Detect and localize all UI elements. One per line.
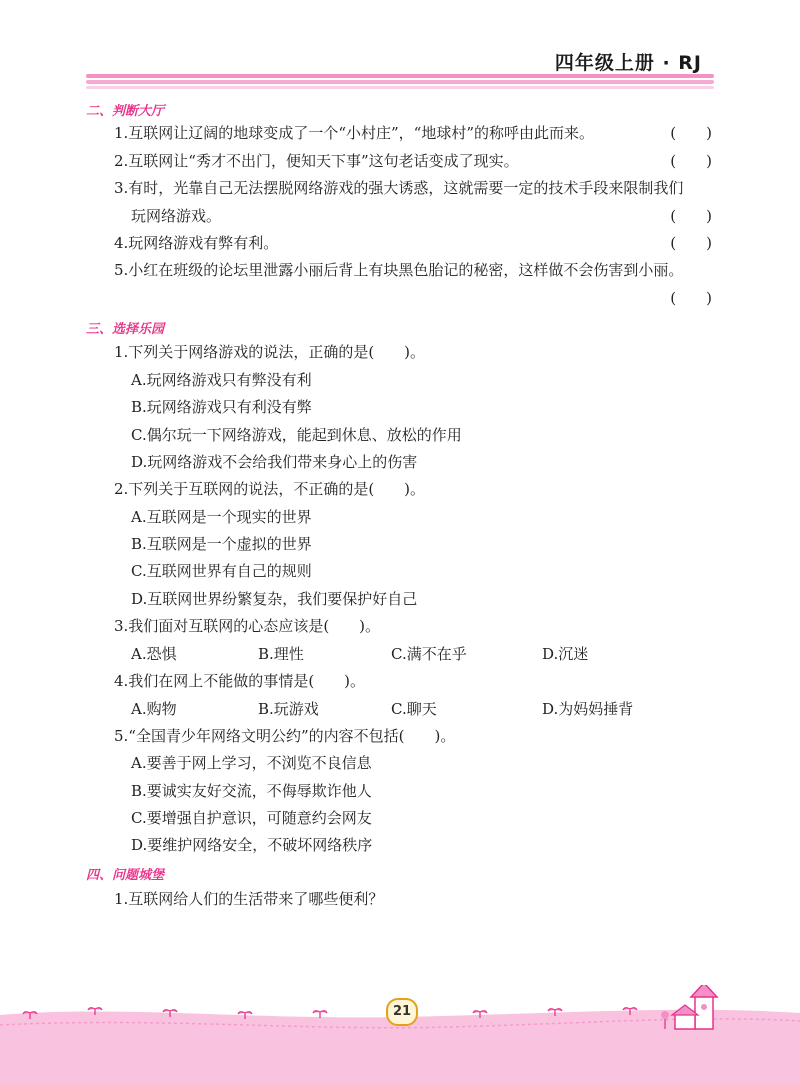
- choice-q3-stem: 3.我们面对互联网的心态应该是( )。: [114, 617, 381, 635]
- choice-q3-option-c[interactable]: C.满不在乎: [391, 645, 467, 663]
- section-title-judge: 二、判断大厅: [86, 104, 165, 119]
- judge-answer-blank-1[interactable]: ( ): [670, 124, 712, 142]
- choice-q1-option-b[interactable]: B.玩网络游戏只有利没有弊: [131, 398, 312, 416]
- choice-q5-option-a[interactable]: A.要善于网上学习，不浏览不良信息: [131, 754, 372, 772]
- judge-item-4: 4.玩网络游戏有弊有利。: [114, 234, 279, 252]
- choice-q4-option-a[interactable]: A.购物: [131, 700, 177, 718]
- choice-q1-option-a[interactable]: A.玩网络游戏只有弊没有利: [131, 371, 312, 389]
- choice-q5-option-b[interactable]: B.要诚实友好交流，不侮辱欺诈他人: [131, 782, 372, 800]
- choice-q3-option-d[interactable]: D.沉迷: [542, 645, 589, 663]
- choice-q3-option-b[interactable]: B.理性: [258, 645, 304, 663]
- choice-q4-option-c[interactable]: C.聊天: [391, 700, 437, 718]
- choice-q5-stem: 5.“全国青少年网络文明公约”的内容不包括( )。: [114, 727, 456, 745]
- choice-q5-option-c[interactable]: C.要增强自护意识，可随意约会网友: [131, 809, 372, 827]
- choice-q2-option-a[interactable]: A.互联网是一个现实的世界: [131, 508, 312, 526]
- judge-item-1: 1.互联网让辽阔的地球变成了一个“小村庄”，“地球村”的称呼由此而来。: [114, 124, 594, 142]
- section-title-questions: 四、问题城堡: [86, 868, 165, 883]
- choice-q1-stem: 1.下列关于网络游戏的说法，正确的是( )。: [114, 343, 426, 361]
- judge-answer-blank-3[interactable]: ( ): [670, 207, 712, 225]
- choice-q5-option-d[interactable]: D.要维护网络安全，不破坏网络秩序: [131, 836, 373, 854]
- page-header-title: 四年级上册 · RJ: [554, 52, 702, 74]
- choice-q2-option-b[interactable]: B.互联网是一个虚拟的世界: [131, 535, 312, 553]
- choice-q2-stem: 2.下列关于互联网的说法，不正确的是( )。: [114, 480, 426, 498]
- judge-item-2: 2.互联网让“秀才不出门，便知天下事”这句老话变成了现实。: [114, 152, 519, 170]
- section-title-choice: 三、选择乐园: [86, 322, 165, 337]
- choice-q4-option-d[interactable]: D.为妈妈捶背: [542, 700, 634, 718]
- page-number-badge: 21: [386, 998, 418, 1026]
- judge-item-3-continued: 玩网络游戏。: [131, 207, 222, 225]
- choice-q2-option-c[interactable]: C.互联网世界有自己的规则: [131, 562, 312, 580]
- choice-q1-option-d[interactable]: D.玩网络游戏不会给我们带来身心上的伤害: [131, 453, 418, 471]
- choice-q2-option-d[interactable]: D.互联网世界纷繁复杂，我们要保护好自己: [131, 590, 418, 608]
- judge-answer-blank-5[interactable]: ( ): [670, 289, 712, 307]
- choice-q4-option-b[interactable]: B.玩游戏: [258, 700, 319, 718]
- choice-q1-option-c[interactable]: C.偶尔玩一下网络游戏，能起到休息、放松的作用: [131, 426, 462, 444]
- judge-item-3: 3.有时，光靠自己无法摆脱网络游戏的强大诱惑，这就需要一定的技术手段来限制我们: [114, 179, 684, 197]
- choice-q4-stem: 4.我们在网上不能做的事情是( )。: [114, 672, 366, 690]
- judge-item-5: 5.小红在班级的论坛里泄露小丽后背上有块黑色胎记的秘密，这样做不会伤害到小丽。: [114, 261, 684, 279]
- choice-q3-option-a[interactable]: A.恐惧: [131, 645, 177, 663]
- judge-answer-blank-4[interactable]: ( ): [670, 234, 712, 252]
- question-1: 1.互联网给人们的生活带来了哪些便利？: [114, 890, 384, 908]
- header-decoration-bars: [86, 74, 714, 90]
- judge-answer-blank-2[interactable]: ( ): [670, 152, 712, 170]
